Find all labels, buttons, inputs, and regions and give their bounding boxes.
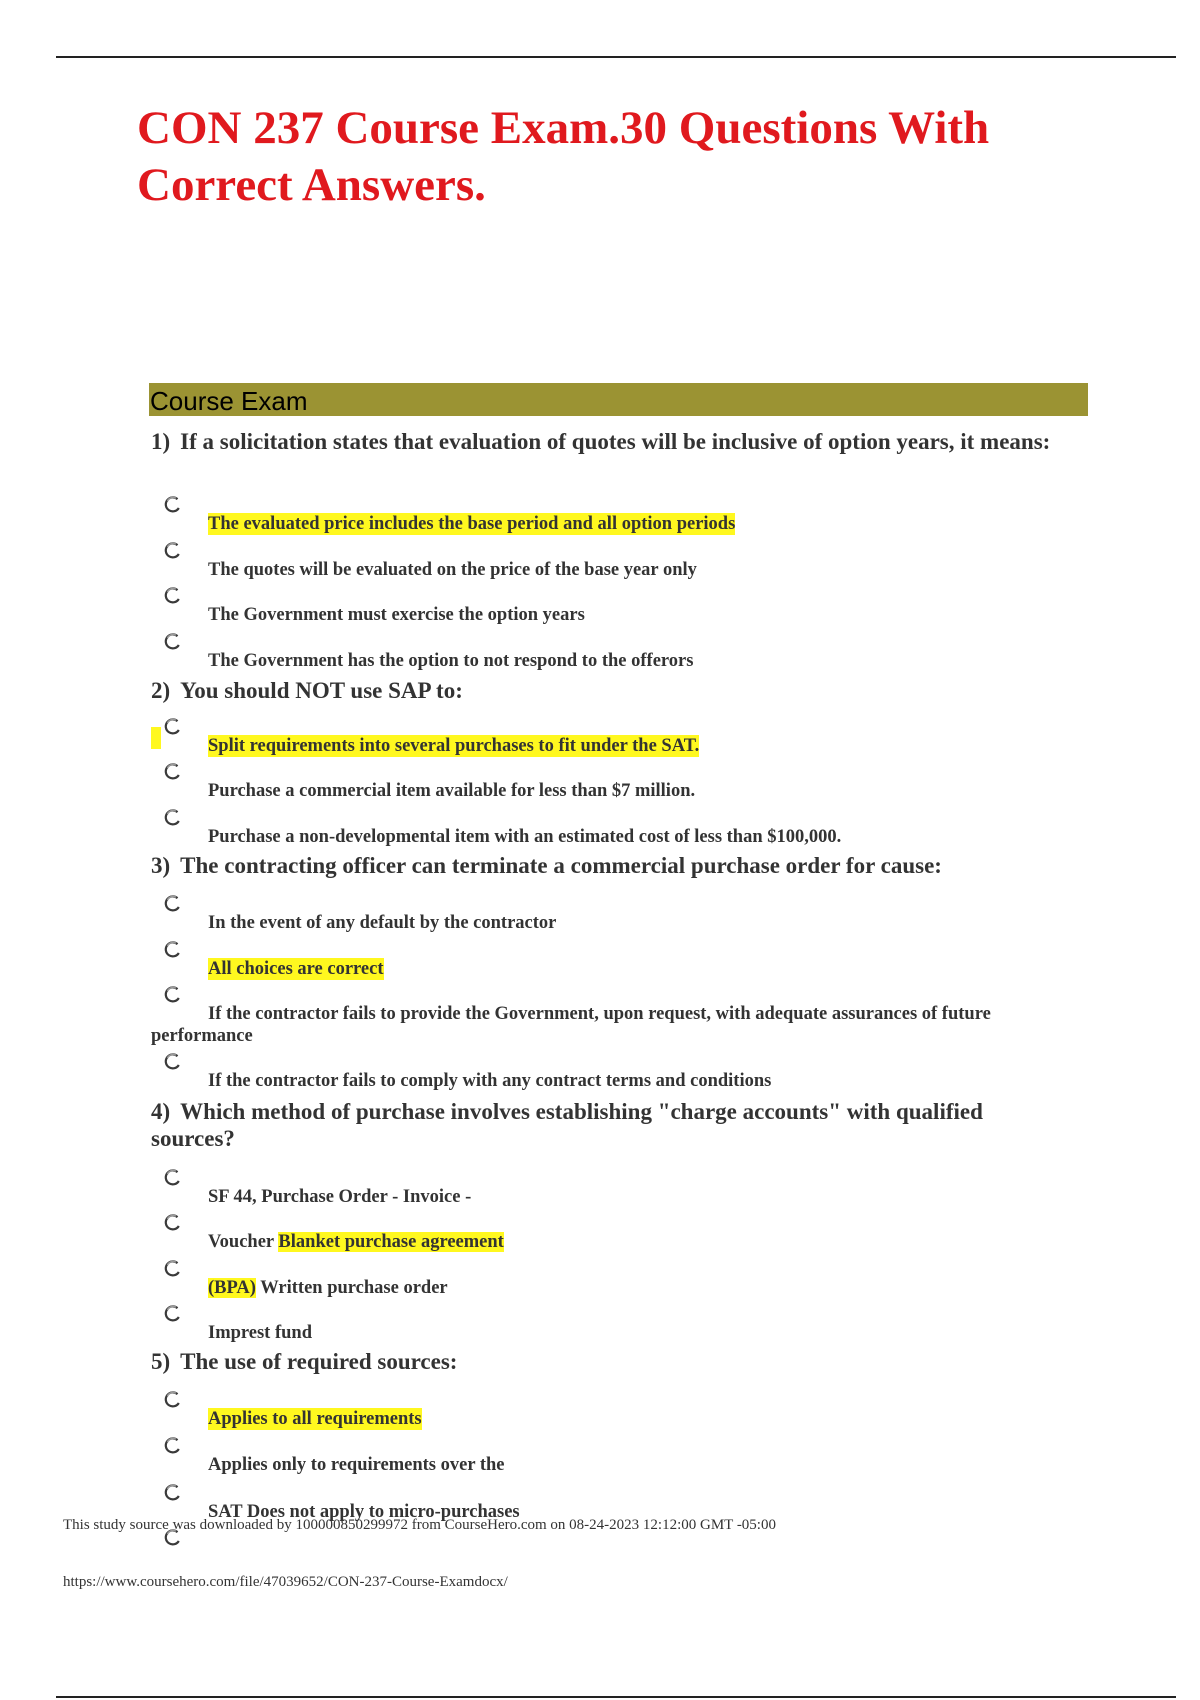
download-notice: This study source was downloaded by 100000850299972 from CourseHero.com on 08-24-2023 12:12:00 GMT -05:00 (63, 1517, 776, 1533)
option-4b[interactable] (164, 1213, 1084, 1252)
radio-icon[interactable] (164, 717, 182, 735)
option-4d[interactable] (164, 1304, 1084, 1343)
answer-marker (151, 727, 161, 749)
option-3b[interactable] (164, 940, 1084, 979)
radio-icon[interactable] (164, 632, 182, 650)
question-2: 2) You should NOT use SAP to: (151, 678, 463, 703)
question-4: 4) Which method of purchase involves establishing "charge accounts" with qualified sources? (151, 1099, 983, 1151)
option-5b[interactable] (164, 1436, 1084, 1475)
option-5a[interactable] (164, 1390, 1084, 1429)
option-label: The Government has the option to not respond to the offerors (208, 651, 694, 671)
option-label: Applies only to requirements over the (208, 1455, 505, 1475)
option-label: (BPA) Written purchase order (208, 1278, 448, 1298)
radio-icon[interactable] (164, 495, 182, 513)
question-1: 1) If a solicitation states that evaluation of quotes will be inclusive of option years, it means: (151, 429, 1051, 454)
option-2a[interactable] (164, 717, 1084, 756)
option-1a[interactable] (164, 495, 1084, 534)
option-1d[interactable] (164, 632, 1084, 671)
option-label-correct: Applies to all requirements (208, 1409, 422, 1429)
radio-icon[interactable] (164, 586, 182, 604)
option-label-correct: Split requirements into several purchases to fit under the SAT. (208, 736, 700, 756)
option-4c[interactable] (164, 1259, 1084, 1298)
option-label: If the contractor fails to comply with any contract terms and conditions (208, 1071, 772, 1091)
option-label: If the contractor fails to provide the Government, upon request, with adequate assurances of future performance (151, 1004, 991, 1046)
source-url[interactable]: https://www.coursehero.com/file/47039652/CON-237-Course-Examdocx/ (63, 1574, 508, 1590)
page-title: CON 237 Course Exam.30 Questions With Correct Answers. (137, 102, 990, 211)
radio-icon[interactable] (164, 1390, 182, 1408)
option-label: SAT Does not apply to micro-purchases (208, 1502, 520, 1522)
option-2b[interactable] (164, 762, 1084, 801)
option-label: The Government must exercise the option years (208, 605, 585, 625)
option-label-correct: (BPA) (208, 1278, 256, 1298)
option-2c[interactable] (164, 808, 1084, 847)
option-4a[interactable] (164, 1168, 1084, 1207)
radio-icon[interactable] (164, 808, 182, 826)
option-label: Purchase a non-developmental item with an estimated cost of less than $100,000. (208, 827, 842, 847)
radio-icon[interactable] (164, 541, 182, 559)
option-label-correct: All choices are correct (208, 959, 384, 979)
radio-icon[interactable] (164, 1304, 182, 1322)
option-label: Voucher Blanket purchase agreement (208, 1232, 504, 1252)
option-3d[interactable] (164, 1052, 1084, 1091)
option-label-correct: The evaluated price includes the base period and all option periods (208, 514, 736, 534)
radio-icon[interactable] (164, 1168, 182, 1186)
option-3c[interactable] (151, 985, 1071, 1046)
radio-icon[interactable] (164, 1483, 182, 1501)
radio-icon[interactable] (164, 1259, 182, 1277)
radio-icon[interactable] (164, 940, 182, 958)
option-label: In the event of any default by the contractor (208, 913, 557, 933)
option-5c[interactable] (164, 1483, 1084, 1522)
option-3a[interactable] (164, 894, 1084, 933)
radio-icon[interactable] (164, 985, 182, 1003)
question-3: 3) The contracting officer can terminate a commercial purchase order for cause: (151, 853, 942, 878)
radio-icon[interactable] (164, 1213, 182, 1231)
bottom-rule (56, 1696, 1176, 1698)
radio-icon[interactable] (164, 1528, 182, 1546)
option-label: SF 44, Purchase Order - Invoice - (208, 1187, 472, 1207)
section-header: Course Exam (150, 386, 308, 416)
section-header-bar (149, 383, 1088, 416)
top-rule (56, 56, 1176, 58)
option-label: Purchase a commercial item available for less than $7 million. (208, 781, 696, 801)
option-1b[interactable] (164, 541, 1084, 580)
option-label: The quotes will be evaluated on the price of the base year only (208, 560, 697, 580)
option-1c[interactable] (164, 586, 1084, 625)
option-label-correct: Blanket purchase agreement (278, 1232, 504, 1252)
radio-icon[interactable] (164, 1052, 182, 1070)
question-5: 5) The use of required sources: (151, 1349, 458, 1374)
radio-icon[interactable] (164, 762, 182, 780)
radio-icon[interactable] (164, 1436, 182, 1454)
option-label: Imprest fund (208, 1323, 312, 1343)
radio-icon[interactable] (164, 894, 182, 912)
